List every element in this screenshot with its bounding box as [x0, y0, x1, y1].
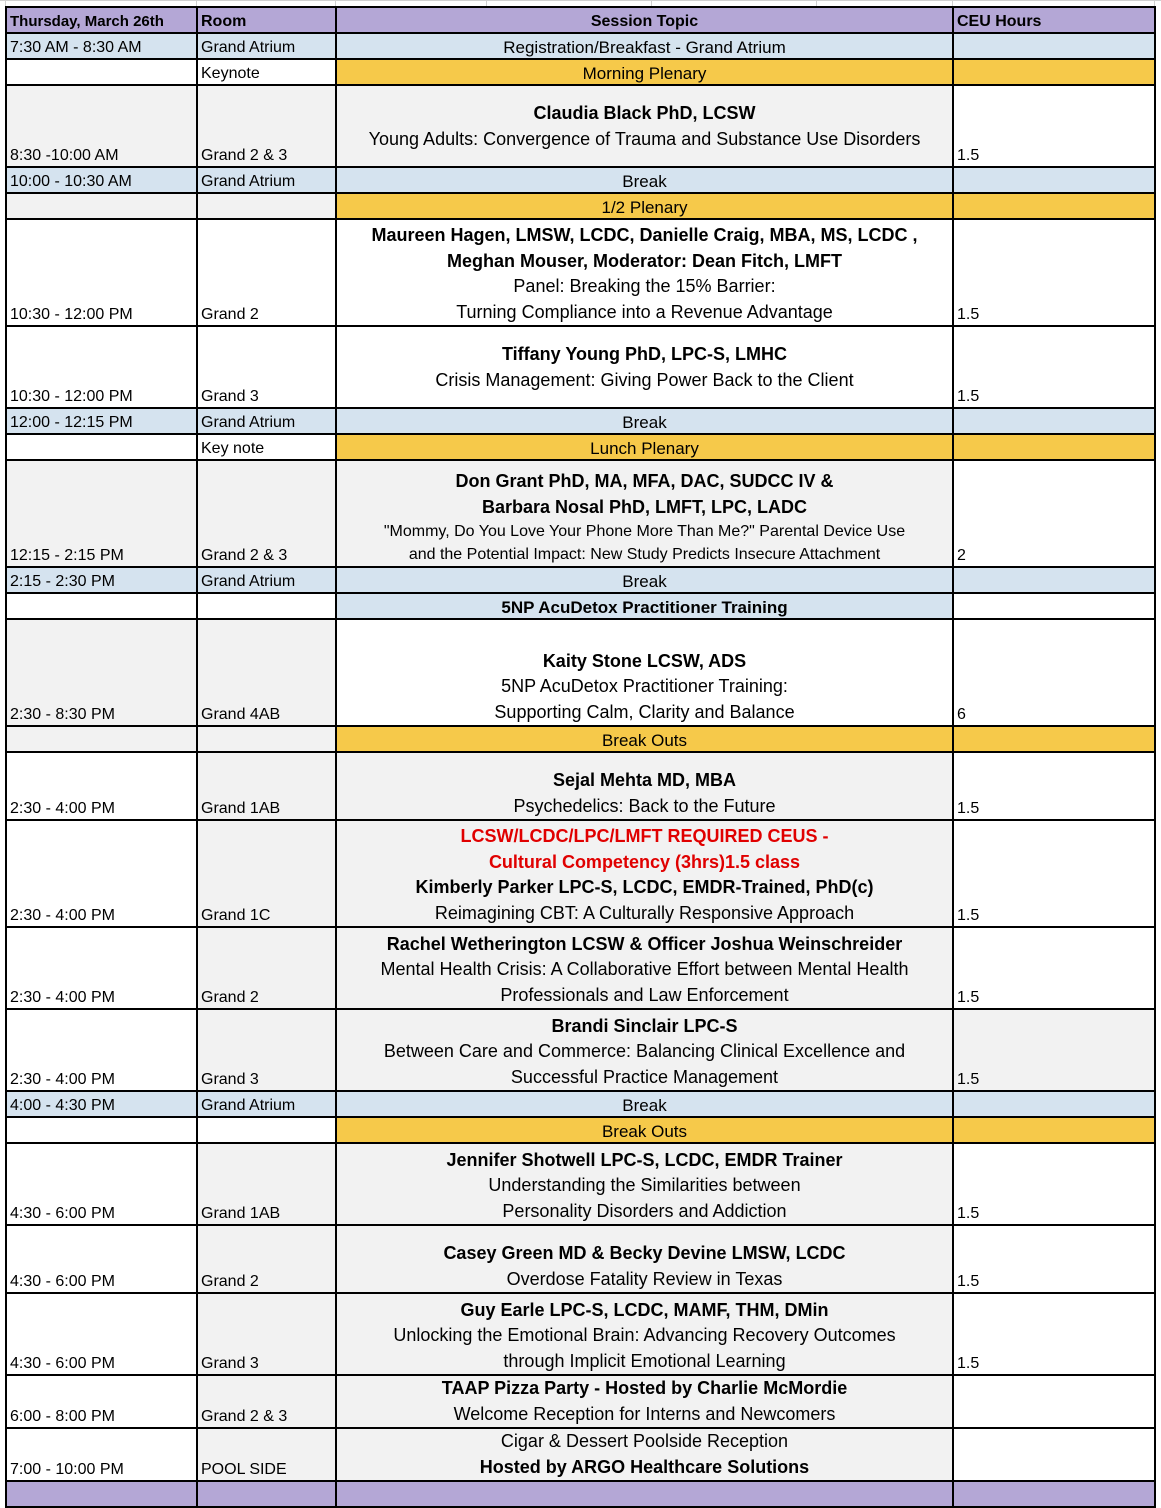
required-ceu-notice: Cultural Competency (3hrs)1.5 class [488, 851, 801, 872]
table-row [6, 1225, 1155, 1293]
room-cell[interactable]: Grand 3 [197, 326, 336, 408]
required-ceu-notice: LCSW/LCDC/LPC/LMFT REQUIRED CEUS - [460, 826, 829, 846]
table-row [6, 326, 1155, 408]
room-cell[interactable]: Keynote [197, 59, 336, 85]
ceu-cell[interactable]: 6 [953, 619, 1155, 726]
time-cell[interactable]: 10:30 - 12:00 PM [6, 326, 197, 408]
time-cell[interactable] [6, 1481, 197, 1507]
session-title: Turning Compliance into a Revenue Advantage [456, 301, 833, 322]
speaker-text: Claudia Black PhD, LCSW [533, 103, 756, 123]
session-title: Successful Practice Management [510, 1066, 779, 1087]
ceu-cell[interactable]: 1.5 [953, 1143, 1155, 1225]
session-title: Personality Disorders and Addiction [502, 1200, 787, 1221]
topic-cell[interactable] [336, 1375, 953, 1428]
ceu-cell[interactable]: 1.5 [953, 326, 1155, 408]
table-row [6, 726, 1155, 752]
header-row [6, 7, 1155, 33]
table-row [6, 408, 1155, 434]
table-row [6, 1117, 1155, 1143]
table-row [6, 593, 1155, 619]
room-cell[interactable]: Grand 2 [197, 1225, 336, 1293]
topic-cell[interactable]: Break [336, 167, 953, 193]
topic-cell[interactable] [336, 820, 953, 927]
room-cell[interactable] [197, 726, 336, 752]
topic-cell[interactable] [336, 752, 953, 820]
speaker-text: Maureen Hagen, LMSW, LCDC, Danielle Craig, MBA, MS, LCDC , [371, 225, 918, 245]
time-cell[interactable]: 6:00 - 8:00 PM [6, 1375, 197, 1428]
speaker-text: Brandi Sinclair LPC-S [551, 1015, 738, 1036]
topic-cell[interactable]: Break [336, 1091, 953, 1117]
speaker-text: Kimberly Parker LPC-S, LCDC, EMDR-Trained, PhD(c) [415, 877, 874, 897]
time-cell[interactable]: 7:30 AM - 8:30 AM [6, 33, 197, 59]
room-cell[interactable]: Grand Atrium [197, 408, 336, 434]
room-cell[interactable]: Grand Atrium [197, 33, 336, 59]
time-cell[interactable] [6, 726, 197, 752]
time-cell[interactable] [6, 434, 197, 460]
schedule-table [5, 6, 1156, 1508]
session-title: Crisis Management: Giving Power Back to the Client [435, 369, 854, 390]
room-cell[interactable]: Grand 1AB [197, 752, 336, 820]
footer-row [6, 1481, 1155, 1507]
ceu-cell[interactable]: 1.5 [953, 752, 1155, 820]
speaker-text: Casey Green MD & Becky Devine LMSW, LCDC [443, 1243, 846, 1263]
topic-cell[interactable]: Morning Plenary [336, 59, 953, 85]
table-row [6, 752, 1155, 820]
ceu-cell[interactable] [953, 1117, 1155, 1143]
speaker-text: Don Grant PhD, MA, MFA, DAC, SUDCC IV & [455, 471, 834, 491]
speaker-text: Sejal Mehta MD, MBA [552, 770, 737, 790]
time-cell[interactable]: 4:30 - 6:00 PM [6, 1293, 197, 1375]
time-cell[interactable]: 2:15 - 2:30 PM [6, 567, 197, 593]
time-cell[interactable]: 2:30 - 4:00 PM [6, 1009, 197, 1091]
table-row [6, 167, 1155, 193]
topic-cell[interactable] [336, 1225, 953, 1293]
table-row [6, 1143, 1155, 1225]
ceu-cell[interactable] [953, 59, 1155, 85]
table-row [6, 33, 1155, 59]
ceu-cell[interactable]: 1.5 [953, 85, 1155, 167]
speaker-text: Jennifer Shotwell LPC-S, LCDC, EMDR Trainer [446, 1149, 843, 1170]
topic-cell[interactable] [336, 85, 953, 167]
ceu-cell[interactable] [953, 1428, 1155, 1481]
topic-cell[interactable] [336, 1481, 953, 1507]
session-title: Unlocking the Emotional Brain: Advancing Recovery Outcomes [393, 1325, 896, 1345]
topic-cell[interactable] [336, 1009, 953, 1091]
session-title: Overdose Fatality Review in Texas [506, 1268, 783, 1289]
ceu-cell[interactable] [953, 726, 1155, 752]
time-cell[interactable]: 2:30 - 4:00 PM [6, 820, 197, 927]
ceu-cell[interactable] [953, 434, 1155, 460]
room-cell[interactable]: Grand 3 [197, 1293, 336, 1375]
session-title: Psychedelics: Back to the Future [513, 795, 776, 816]
ceu-cell[interactable] [953, 33, 1155, 59]
topic-cell[interactable] [336, 460, 953, 567]
speaker-text: Barbara Nosal PhD, LMFT, LPC, LADC [481, 496, 808, 517]
time-cell[interactable]: 2:30 - 4:00 PM [6, 752, 197, 820]
ceu-cell[interactable] [953, 193, 1155, 219]
session-title: Reimagining CBT: A Culturally Responsive Approach [434, 902, 855, 923]
speaker-text: Hosted by ARGO Healthcare Solutions [479, 1456, 810, 1477]
table-row [6, 1293, 1155, 1375]
table-row [6, 434, 1155, 460]
ceu-cell[interactable] [953, 567, 1155, 593]
room-cell[interactable]: Grand 2 [197, 219, 336, 326]
session-title: Between Care and Commerce: Balancing Clinical Excellence and [383, 1041, 906, 1061]
session-title: 5NP AcuDetox Practitioner Training: [501, 676, 788, 696]
speaker-text: TAAP Pizza Party - Hosted by Charlie McMordie [441, 1378, 848, 1398]
ceu-cell[interactable] [953, 167, 1155, 193]
topic-cell[interactable]: Break Outs [336, 726, 953, 752]
room-cell[interactable]: Grand 1AB [197, 1143, 336, 1225]
time-cell[interactable]: 2:30 - 4:00 PM [6, 927, 197, 1009]
time-cell[interactable] [6, 193, 197, 219]
time-cell[interactable]: 4:00 - 4:30 PM [6, 1091, 197, 1117]
time-cell[interactable]: 10:00 - 10:30 AM [6, 167, 197, 193]
room-cell[interactable] [197, 193, 336, 219]
ceu-cell[interactable]: 1.5 [953, 1009, 1155, 1091]
room-cell[interactable]: Grand Atrium [197, 1091, 336, 1117]
time-cell[interactable]: 12:00 - 12:15 PM [6, 408, 197, 434]
room-cell[interactable]: Grand 2 & 3 [197, 85, 336, 167]
time-cell[interactable]: 7:00 - 10:00 PM [6, 1428, 197, 1481]
room-cell[interactable]: Grand 3 [197, 1009, 336, 1091]
session-title: and the Potential Impact: New Study Predicts Insecure Attachment [408, 546, 881, 563]
time-cell[interactable] [6, 593, 197, 619]
room-cell[interactable]: Grand Atrium [197, 167, 336, 193]
ceu-cell[interactable]: 1.5 [953, 927, 1155, 1009]
speaker-text: Meghan Mouser, Moderator: Dean Fitch, LMFT [446, 250, 842, 271]
session-title: Welcome Reception for Interns and Newcomers [453, 1403, 836, 1424]
ceu-cell[interactable]: 1.5 [953, 219, 1155, 326]
topic-cell[interactable]: 1/2 Plenary [336, 193, 953, 219]
session-title: Panel: Breaking the 15% Barrier: [513, 276, 776, 296]
topic-cell[interactable]: Break [336, 408, 953, 434]
table-row [6, 1091, 1155, 1117]
topic-header[interactable]: Session Topic [336, 7, 953, 33]
time-cell[interactable] [6, 1117, 197, 1143]
table-row [6, 193, 1155, 219]
ceu-cell[interactable]: 2 [953, 460, 1155, 567]
speaker-text: Rachel Wetherington LCSW & Officer Joshua Weinschreider [386, 933, 903, 954]
time-cell[interactable]: 8:30 -10:00 AM [6, 85, 197, 167]
ceu-cell[interactable] [953, 1481, 1155, 1507]
ceu-cell[interactable] [953, 408, 1155, 434]
table-row [6, 567, 1155, 593]
room-cell[interactable]: Grand Atrium [197, 567, 336, 593]
session-title: Cigar & Dessert Poolside Reception [500, 1431, 789, 1451]
ceu-cell[interactable] [953, 593, 1155, 619]
table-row [6, 1428, 1155, 1481]
table-row [6, 85, 1155, 167]
room-cell[interactable]: Grand 2 [197, 927, 336, 1009]
room-cell[interactable]: Grand 4AB [197, 619, 336, 726]
topic-cell[interactable] [336, 619, 953, 726]
session-title: Professionals and Law Enforcement [500, 984, 789, 1005]
time-cell[interactable]: 4:30 - 6:00 PM [6, 1225, 197, 1293]
topic-cell[interactable] [336, 326, 953, 408]
table-row [6, 1375, 1155, 1428]
ceu-cell[interactable] [953, 1091, 1155, 1117]
room-cell[interactable]: Grand 2 & 3 [197, 1375, 336, 1428]
topic-cell[interactable]: Lunch Plenary [336, 434, 953, 460]
topic-cell[interactable]: Registration/Breakfast - Grand Atrium [336, 33, 953, 59]
session-title: Young Adults: Convergence of Trauma and Substance Use Disorders [368, 128, 921, 149]
room-cell[interactable]: POOL SIDE [197, 1428, 336, 1481]
room-cell[interactable] [197, 1117, 336, 1143]
room-cell[interactable] [197, 1481, 336, 1507]
time-cell[interactable]: 2:30 - 8:30 PM [6, 619, 197, 726]
table-row [6, 619, 1155, 726]
table-row [6, 1009, 1155, 1091]
table-row [6, 820, 1155, 927]
ceu-cell[interactable]: 1.5 [953, 820, 1155, 927]
ceu-cell[interactable]: 1.5 [953, 1225, 1155, 1293]
topic-cell[interactable] [336, 927, 953, 1009]
ceu-cell[interactable] [953, 1375, 1155, 1428]
room-cell[interactable]: Grand 2 & 3 [197, 460, 336, 567]
topic-cell[interactable]: Break [336, 567, 953, 593]
topic-cell[interactable] [336, 1293, 953, 1375]
day-header[interactable]: Thursday, March 26th [6, 7, 197, 33]
speaker-text: Tiffany Young PhD, LPC-S, LMHC [502, 344, 787, 364]
room-cell[interactable] [197, 593, 336, 619]
session-title: Understanding the Similarities between [488, 1175, 801, 1195]
topic-cell[interactable]: Break Outs [336, 1117, 953, 1143]
table-row [6, 927, 1155, 1009]
session-title: Mental Health Crisis: A Collaborative Effort between Mental Health [380, 959, 909, 979]
room-header[interactable]: Room [197, 7, 336, 33]
room-cell[interactable]: Grand 1C [197, 820, 336, 927]
time-cell[interactable]: 10:30 - 12:00 PM [6, 219, 197, 326]
session-title: Supporting Calm, Clarity and Balance [494, 701, 795, 722]
table-row [6, 219, 1155, 326]
time-cell[interactable] [6, 59, 197, 85]
table-row [6, 460, 1155, 567]
session-title: "Mommy, Do You Love Your Phone More Than Me?" Parental Device Use [383, 523, 906, 540]
ceu-cell[interactable]: 1.5 [953, 1293, 1155, 1375]
speaker-text: Kaity Stone LCSW, ADS [542, 650, 747, 671]
time-cell[interactable]: 12:15 - 2:15 PM [6, 460, 197, 567]
room-cell[interactable]: Key note [197, 434, 336, 460]
time-cell[interactable]: 4:30 - 6:00 PM [6, 1143, 197, 1225]
table-row [6, 59, 1155, 85]
topic-cell[interactable] [336, 1143, 953, 1225]
topic-cell[interactable]: 5NP AcuDetox Practitioner Training [336, 593, 953, 619]
topic-cell[interactable] [336, 219, 953, 326]
topic-cell[interactable] [336, 1428, 953, 1481]
session-title: through Implicit Emotional Learning [503, 1350, 786, 1371]
speaker-text: Guy Earle LPC-S, LCDC, MAMF, THM, DMin [460, 1299, 829, 1320]
ceu-header[interactable]: CEU Hours [953, 7, 1155, 33]
